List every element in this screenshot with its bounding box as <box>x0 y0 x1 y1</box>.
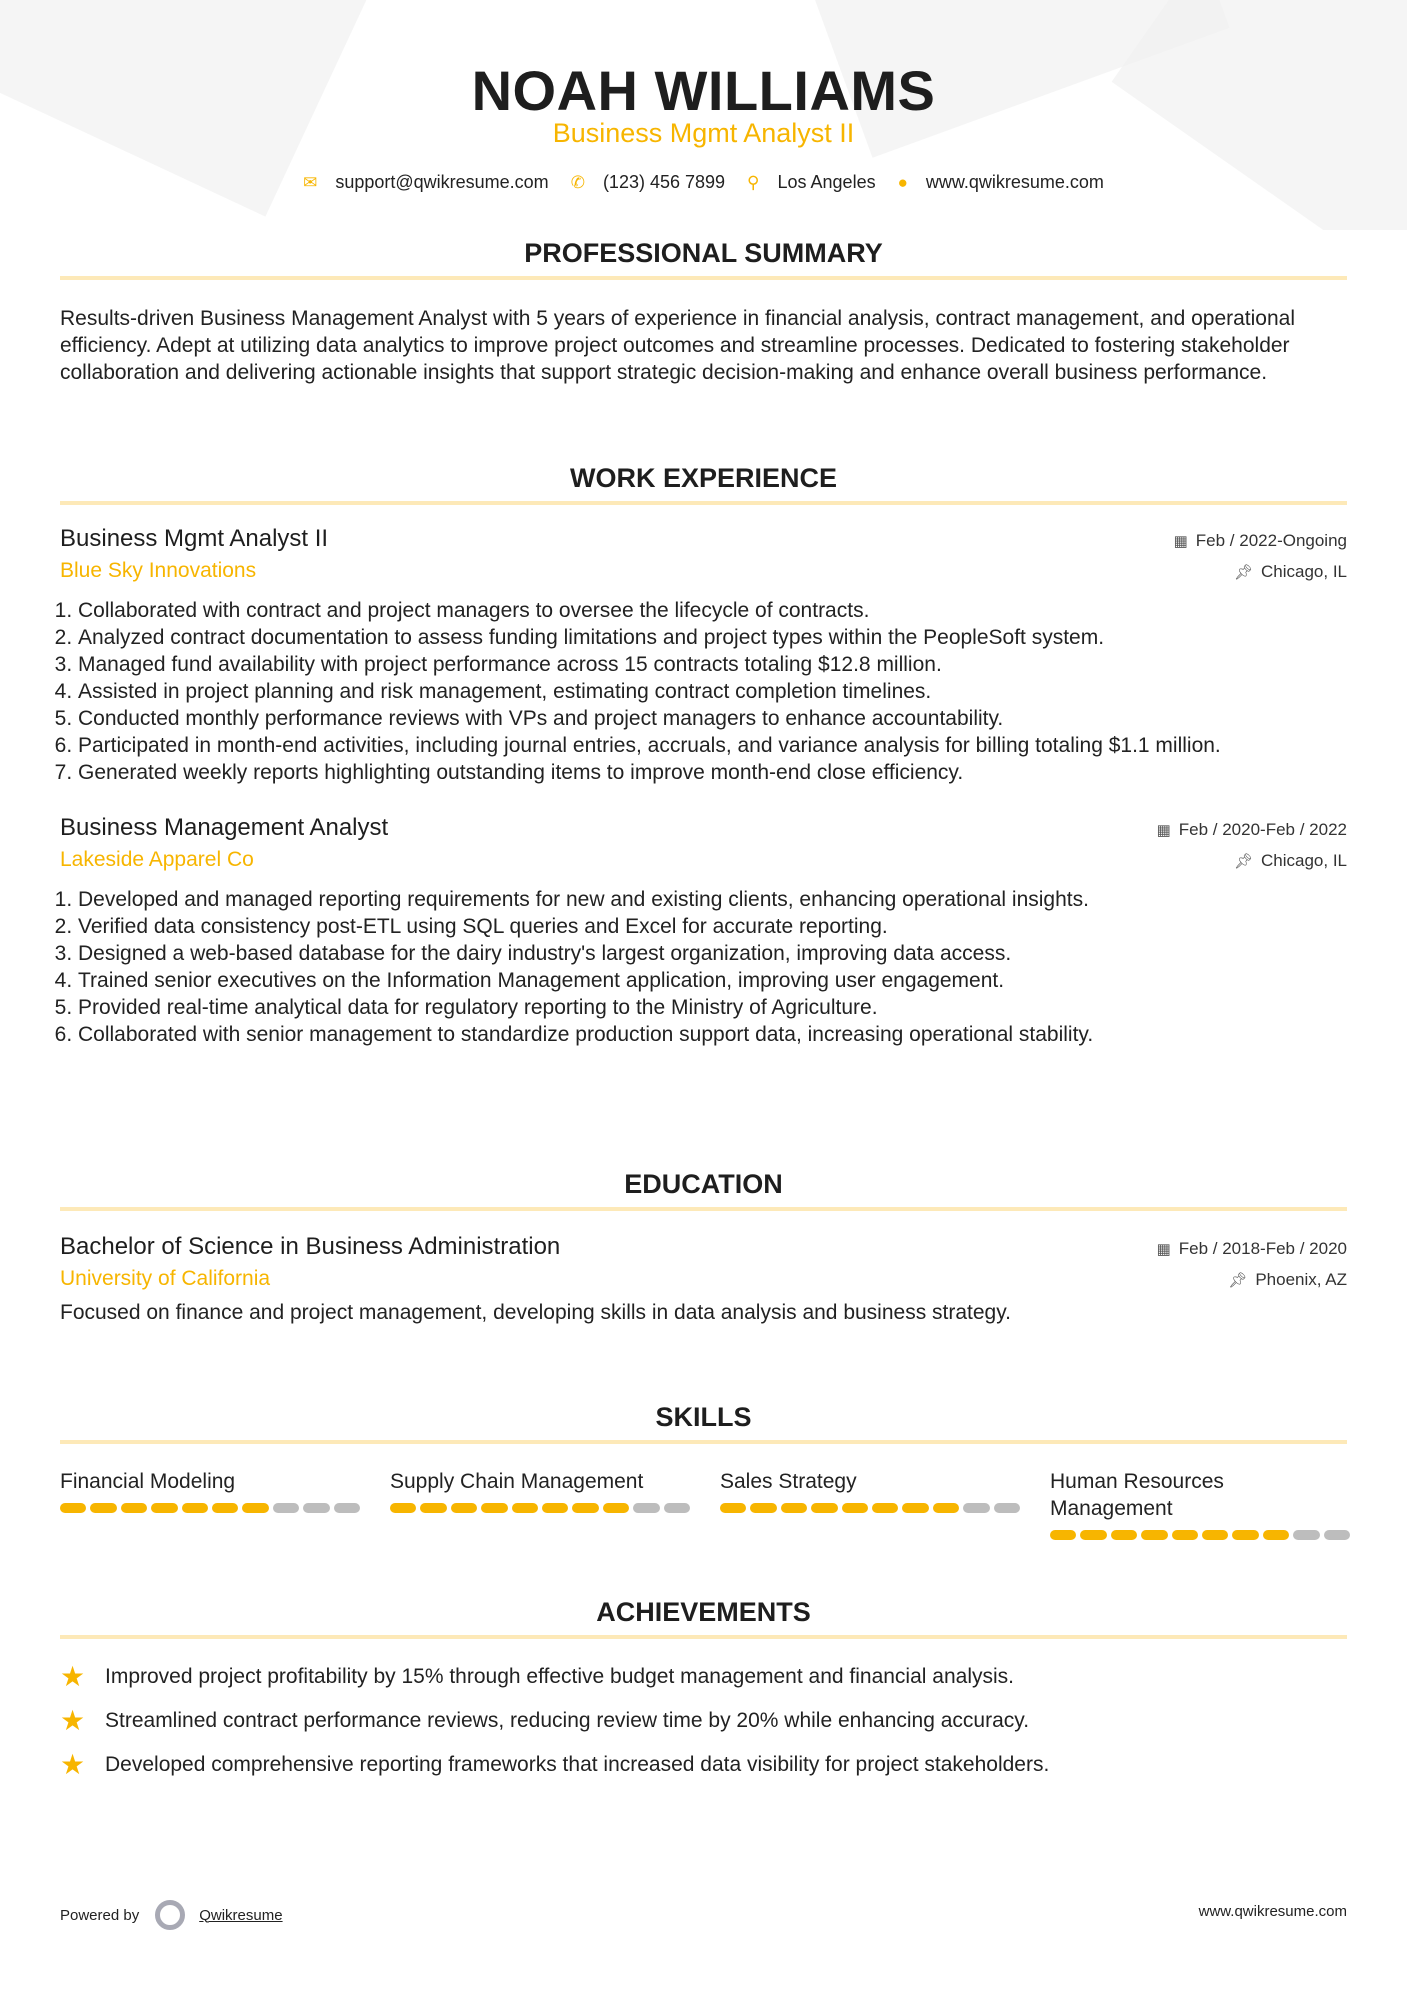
skill-name: Sales Strategy <box>720 1470 857 1493</box>
rating-dot-filled <box>1050 1530 1076 1540</box>
footer-url[interactable]: www.qwikresume.com <box>1198 1903 1347 1920</box>
star-icon: ★ <box>60 1661 86 1692</box>
pushpin-icon: 📌︎ <box>1233 564 1253 581</box>
summary-section <box>60 238 1347 386</box>
bullet-item: 2. Analyzed contract documentation to assess funding limitations and project types within the PeopleSoft system. <box>78 624 1347 651</box>
skill-item <box>1050 1468 1350 1540</box>
section-title: SKILLS <box>655 1402 752 1432</box>
contact-website[interactable]: www.qwikresume.com <box>925 172 1104 192</box>
school-name: University of California <box>60 1267 271 1290</box>
job-bullets <box>60 597 1347 786</box>
job-location <box>1234 562 1347 582</box>
rating-dot-empty <box>1324 1530 1350 1540</box>
star-icon: ★ <box>60 1705 86 1736</box>
rating-dot-filled <box>1202 1530 1228 1540</box>
job-location-text: Chicago, IL <box>1261 851 1347 870</box>
rating-dot-empty <box>994 1503 1020 1513</box>
bullet-item: 1. Collaborated with contract and project managers to oversee the lifecycle of contracts. <box>78 597 1347 624</box>
section-title: ACHIEVEMENTS <box>596 1597 811 1627</box>
job-entry <box>60 814 1347 1048</box>
rating-dot-filled <box>60 1503 86 1513</box>
education-date: Feb / 2018-Feb / 2020 <box>1178 1239 1347 1258</box>
rating-dot-filled <box>182 1503 208 1513</box>
globe-icon: ● <box>897 172 908 192</box>
job-date-text: Feb / 2020-Feb / 2022 <box>1178 820 1347 839</box>
job-date <box>1174 531 1347 551</box>
rating-dot-filled <box>1141 1530 1167 1540</box>
bullet-item: 7. Generated weekly reports highlighting outstanding items to improve month-end close efficiency. <box>78 759 1347 786</box>
rating-dot-filled <box>90 1503 116 1513</box>
rating-dot-empty <box>664 1503 690 1513</box>
contact-bar <box>0 172 1407 193</box>
contact-email[interactable]: support@qwikresume.com <box>335 172 549 192</box>
bullet-item: 5. Conducted monthly performance reviews with VPs and project managers to enhance accountability. <box>78 705 1347 732</box>
rating-dot-filled <box>542 1503 568 1513</box>
job-entry <box>60 525 1347 786</box>
rating-dot-filled <box>933 1503 959 1513</box>
star-icon: ★ <box>60 1749 86 1780</box>
section-divider <box>60 1207 1347 1211</box>
rating-dot-filled <box>1232 1530 1258 1540</box>
job-date <box>1157 820 1347 840</box>
rating-dot-filled <box>121 1503 147 1513</box>
achievement-text: Streamlined contract performance reviews, reducing review time by 20% while enhancing accuracy. <box>105 1708 1030 1732</box>
bullet-item: 4. Trained senior executives on the Information Management application, improving user engagement. <box>78 967 1347 994</box>
bullet-item: 4. Assisted in project planning and risk management, estimating contract completion timelines. <box>78 678 1347 705</box>
job-location-text: Chicago, IL <box>1261 562 1347 581</box>
pushpin-icon: 📌︎ <box>1228 1272 1248 1289</box>
rating-dot-filled <box>151 1503 177 1513</box>
job-location <box>1234 851 1347 871</box>
skills-section <box>60 1402 1347 1540</box>
section-title: EDUCATION <box>624 1169 783 1199</box>
job-subheader <box>60 559 1347 583</box>
candidate-name: NOAH WILLIAMS <box>471 59 936 122</box>
bullet-item: 6. Collaborated with senior management to standardize production support data, increasing operational stability. <box>78 1021 1347 1048</box>
rating-dot-filled <box>420 1503 446 1513</box>
phone-icon: ✆ <box>570 172 585 192</box>
rating-dot-filled <box>481 1503 507 1513</box>
rating-dot-filled <box>1080 1530 1106 1540</box>
contact-location: Los Angeles <box>777 172 876 192</box>
calendar-icon: ▦ <box>1156 822 1171 839</box>
skill-item <box>60 1468 360 1540</box>
rating-dot-empty <box>963 1503 989 1513</box>
skill-rating <box>1050 1530 1350 1540</box>
bullet-item: 6. Participated in month-end activities, including journal entries, accruals, and variance analysis for billing totaling $1.1 million. <box>78 732 1347 759</box>
powered-by-label: Powered by <box>60 1906 140 1924</box>
section-title: WORK EXPERIENCE <box>569 463 838 493</box>
bullet-item: 3. Designed a web-based database for the dairy industry's largest organization, improving data access. <box>78 940 1347 967</box>
skill-name: Human Resources Management <box>1050 1470 1224 1520</box>
job-title: Business Mgmt Analyst II <box>60 525 329 552</box>
job-subheader <box>60 848 1347 872</box>
rating-dot-filled <box>720 1503 746 1513</box>
rating-dot-filled <box>512 1503 538 1513</box>
education-location: Phoenix, AZ <box>1255 1270 1347 1289</box>
section-divider <box>60 501 1347 505</box>
rating-dot-filled <box>212 1503 238 1513</box>
rating-dot-empty <box>303 1503 329 1513</box>
section-divider <box>60 1440 1347 1444</box>
achievements-section <box>60 1597 1347 1795</box>
skill-rating <box>390 1503 690 1513</box>
bullet-item: 3. Managed fund availability with project performance across 15 contracts totaling $12.8 million. <box>78 651 1347 678</box>
section-title: PROFESSIONAL SUMMARY <box>524 238 883 268</box>
company-name: Blue Sky Innovations <box>60 559 257 582</box>
job-bullets <box>60 886 1347 1048</box>
rating-dot-filled <box>1172 1530 1198 1540</box>
rating-dot-filled <box>390 1503 416 1513</box>
qwikresume-link[interactable]: Qwikresume <box>199 1906 283 1924</box>
rating-dot-filled <box>902 1503 928 1513</box>
bullet-item: 2. Verified data consistency post-ETL using SQL queries and Excel for accurate reporting. <box>78 913 1347 940</box>
skill-name: Financial Modeling <box>60 1470 236 1493</box>
job-header <box>60 814 1347 842</box>
achievement-text: Developed comprehensive reporting frameworks that increased data visibility for project stakeholders. <box>105 1752 1050 1776</box>
work-section <box>60 463 1347 1048</box>
rating-dot-filled <box>572 1503 598 1513</box>
pushpin-icon: 📌︎ <box>1233 853 1253 870</box>
job-header <box>60 525 1347 553</box>
rating-dot-filled <box>242 1503 268 1513</box>
section-divider <box>60 276 1347 280</box>
education-section <box>60 1169 1347 1326</box>
calendar-icon: ▦ <box>1173 533 1188 550</box>
company-name: Lakeside Apparel Co <box>60 848 254 871</box>
calendar-icon: ▦ <box>1156 1241 1171 1258</box>
rating-dot-filled <box>451 1503 477 1513</box>
rating-dot-filled <box>872 1503 898 1513</box>
rating-dot-filled <box>842 1503 868 1513</box>
qwikresume-logo-icon <box>155 1900 185 1930</box>
section-divider <box>60 1635 1347 1639</box>
skill-rating <box>60 1503 360 1513</box>
job-title: Business Management Analyst <box>60 814 389 841</box>
rating-dot-empty <box>633 1503 659 1513</box>
rating-dot-filled <box>781 1503 807 1513</box>
bullet-item: 5. Provided real-time analytical data for regulatory reporting to the Ministry of Agriculture. <box>78 994 1347 1021</box>
job-date-text: Feb / 2022-Ongoing <box>1195 531 1347 550</box>
rating-dot-filled <box>1263 1530 1289 1540</box>
skill-rating <box>720 1503 1020 1513</box>
achievement-item <box>60 1707 1347 1734</box>
rating-dot-filled <box>811 1503 837 1513</box>
bullet-item: 1. Developed and managed reporting requirements for new and existing clients, enhancing operational insights. <box>78 886 1347 913</box>
skill-item <box>390 1468 690 1540</box>
contact-phone[interactable]: (123) 456 7899 <box>602 172 726 192</box>
rating-dot-empty <box>273 1503 299 1513</box>
rating-dot-filled <box>603 1503 629 1513</box>
skill-item <box>720 1468 1020 1540</box>
map-pin-icon: ⚲ <box>747 172 760 192</box>
rating-dot-empty <box>1293 1530 1319 1540</box>
candidate-role: Business Mgmt Analyst II <box>552 118 855 148</box>
rating-dot-empty <box>334 1503 360 1513</box>
achievement-item <box>60 1663 1347 1690</box>
achievement-item <box>60 1751 1347 1778</box>
envelope-icon: ✉ <box>303 172 318 192</box>
rating-dot-filled <box>750 1503 776 1513</box>
achievement-text: Improved project profitability by 15% through effective budget management and financial analysis. <box>105 1664 1014 1688</box>
degree-title: Bachelor of Science in Business Administration <box>60 1233 561 1260</box>
summary-text: Results-driven Business Management Analyst with 5 years of experience in financial analysis, contract management, and operational efficiency. Adept at utilizing data analytics to improve project outcomes and streamline processes. Dedicated to fostering stakeholder collaboration and delivering actionable insights that support strategic decision-making and enhance overall business performance. <box>60 307 1296 384</box>
education-description: Focused on finance and project management, developing skills in data analysis and business strategy. <box>60 1301 1012 1324</box>
footer-powered <box>60 1900 283 1930</box>
rating-dot-filled <box>1111 1530 1137 1540</box>
skill-name: Supply Chain Management <box>390 1470 644 1493</box>
